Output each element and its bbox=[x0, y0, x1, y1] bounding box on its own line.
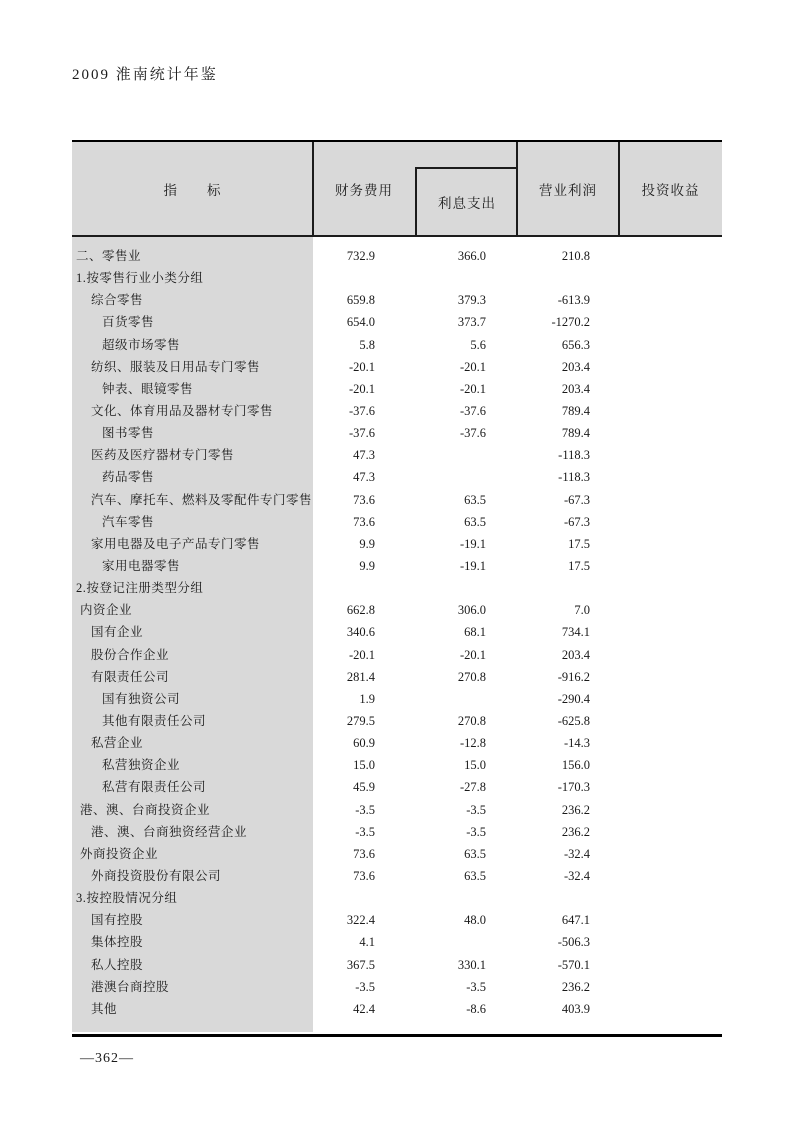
row-label: 有限责任公司 bbox=[91, 669, 170, 684]
row-value-operating-profit: 203.4 bbox=[561, 381, 590, 396]
row-value-financial-expenses: 659.8 bbox=[346, 293, 375, 308]
row-value-financial-expenses: 9.9 bbox=[359, 558, 375, 573]
row-label: 文化、体育用品及器材专门零售 bbox=[91, 403, 274, 418]
column-header-financial-expenses: 财务费用 bbox=[335, 182, 393, 198]
table-row bbox=[72, 267, 722, 289]
row-value-interest-expense: 366.0 bbox=[457, 249, 486, 263]
row-value-financial-expenses: 47.3 bbox=[353, 448, 375, 463]
row-label: 汽车零售 bbox=[102, 514, 155, 529]
row-label: 纺织、服装及日用品专门零售 bbox=[91, 359, 261, 374]
table-row bbox=[72, 865, 722, 887]
row-label: 2.按登记注册类型分组 bbox=[76, 581, 204, 596]
table-row bbox=[72, 311, 722, 333]
table-row bbox=[72, 289, 722, 311]
row-value-interest-expense: 306.0 bbox=[457, 603, 486, 618]
row-value-operating-profit: -118.3 bbox=[558, 470, 590, 485]
row-value-investment-income bbox=[619, 245, 722, 267]
row-label: 医药及医疗器材专门零售 bbox=[91, 448, 235, 463]
row-value-interest-expense: 330.1 bbox=[457, 957, 486, 972]
row-value-investment-income bbox=[619, 311, 722, 333]
row-label: 家用电器及电子产品专门零售 bbox=[91, 536, 261, 551]
row-value-financial-expenses: -37.6 bbox=[348, 426, 375, 441]
row-value-interest-expense: 63.5 bbox=[464, 868, 486, 883]
row-value-investment-income bbox=[619, 599, 722, 621]
table-row bbox=[72, 444, 722, 466]
table-row bbox=[72, 799, 722, 821]
row-value-operating-profit: -32.4 bbox=[563, 868, 590, 883]
row-value-investment-income bbox=[619, 998, 722, 1020]
row-value-financial-expenses: 654.0 bbox=[346, 315, 375, 330]
row-label: 港、澳、台商投资企业 bbox=[80, 802, 211, 817]
row-value-financial-expenses: -3.5 bbox=[355, 802, 375, 817]
row-value-interest-expense: -27.8 bbox=[459, 780, 486, 795]
row-label: 图书零售 bbox=[102, 426, 155, 441]
row-value-operating-profit: 236.2 bbox=[561, 979, 590, 994]
row-value-interest-expense bbox=[415, 267, 517, 289]
row-value-operating-profit: -570.1 bbox=[557, 957, 590, 972]
row-value-investment-income bbox=[619, 710, 722, 732]
row-value-operating-profit: 656.3 bbox=[561, 337, 590, 352]
row-value-operating-profit: 236.2 bbox=[561, 824, 590, 839]
row-value-interest-expense: 270.8 bbox=[457, 669, 486, 684]
row-value-operating-profit: -67.3 bbox=[563, 492, 590, 507]
row-value-investment-income bbox=[619, 976, 722, 998]
row-value-interest-expense: -12.8 bbox=[459, 736, 486, 751]
header-divider-line bbox=[516, 142, 518, 235]
row-value-interest-expense: 270.8 bbox=[457, 713, 486, 728]
row-value-interest-expense bbox=[415, 931, 517, 953]
row-value-investment-income bbox=[619, 732, 722, 754]
table-row bbox=[72, 710, 722, 732]
row-value-financial-expenses: 42.4 bbox=[353, 1001, 375, 1016]
table-row bbox=[72, 533, 722, 555]
column-header-interest-expense-box bbox=[415, 167, 517, 235]
table-body bbox=[72, 237, 722, 1032]
row-label: 国有控股 bbox=[91, 913, 144, 928]
row-value-investment-income bbox=[619, 688, 722, 710]
row-value-financial-expenses: -3.5 bbox=[355, 979, 375, 994]
row-label: 私营独资企业 bbox=[102, 758, 181, 773]
row-value-investment-income bbox=[619, 754, 722, 776]
row-value-operating-profit: 647.1 bbox=[561, 913, 590, 928]
row-value-operating-profit: 156.0 bbox=[561, 758, 590, 773]
row-value-operating-profit: -67.3 bbox=[563, 514, 590, 529]
row-label: 1.按零售行业小类分组 bbox=[76, 271, 204, 286]
row-value-interest-expense bbox=[415, 444, 517, 466]
row-value-financial-expenses: -37.6 bbox=[348, 403, 375, 418]
table-row bbox=[72, 466, 722, 488]
row-value-financial-expenses: 367.5 bbox=[346, 957, 375, 972]
row-value-interest-expense: -37.6 bbox=[459, 426, 486, 441]
row-label: 外商投资企业 bbox=[80, 846, 159, 861]
table-row bbox=[72, 334, 722, 356]
table-row bbox=[72, 245, 722, 267]
row-value-investment-income bbox=[619, 776, 722, 798]
row-value-operating-profit: 203.4 bbox=[561, 647, 590, 662]
row-value-interest-expense: 63.5 bbox=[464, 492, 486, 507]
row-value-interest-expense: 68.1 bbox=[464, 625, 486, 640]
row-value-operating-profit: 203.4 bbox=[561, 359, 590, 374]
table-row bbox=[72, 976, 722, 998]
row-value-investment-income bbox=[619, 533, 722, 555]
statistical-table bbox=[72, 140, 722, 1037]
row-label: 超级市场零售 bbox=[102, 337, 181, 352]
table-row bbox=[72, 356, 722, 378]
row-value-operating-profit: -32.4 bbox=[563, 846, 590, 861]
table-row bbox=[72, 954, 722, 976]
row-value-investment-income bbox=[619, 356, 722, 378]
row-value-interest-expense: 63.5 bbox=[464, 846, 486, 861]
header-divider-line bbox=[618, 142, 620, 235]
column-header-investment-income: 投资收益 bbox=[641, 182, 700, 198]
row-value-investment-income bbox=[619, 799, 722, 821]
row-label: 国有企业 bbox=[91, 625, 144, 640]
row-value-operating-profit: -170.3 bbox=[557, 780, 590, 795]
row-value-operating-profit: 734.1 bbox=[561, 625, 590, 640]
row-value-financial-expenses: 1.9 bbox=[359, 691, 375, 706]
row-value-financial-expenses: 73.6 bbox=[353, 514, 375, 529]
row-value-investment-income bbox=[619, 489, 722, 511]
row-value-financial-expenses: 322.4 bbox=[346, 913, 375, 928]
row-value-investment-income bbox=[619, 666, 722, 688]
row-value-operating-profit: -14.3 bbox=[563, 736, 590, 751]
row-value-operating-profit: -290.4 bbox=[557, 691, 590, 706]
row-value-operating-profit bbox=[517, 887, 619, 909]
row-value-interest-expense: 15.0 bbox=[464, 758, 486, 773]
table-row bbox=[72, 621, 722, 643]
row-value-financial-expenses: -20.1 bbox=[348, 381, 375, 396]
row-value-financial-expenses bbox=[313, 577, 415, 599]
table-row bbox=[72, 644, 722, 666]
row-value-financial-expenses: 5.8 bbox=[359, 337, 375, 352]
row-value-financial-expenses: 281.4 bbox=[346, 669, 375, 684]
row-value-financial-expenses: -20.1 bbox=[348, 359, 375, 374]
row-value-interest-expense: -8.6 bbox=[466, 1001, 486, 1016]
row-label: 药品零售 bbox=[102, 470, 155, 485]
row-value-interest-expense: -19.1 bbox=[459, 536, 486, 551]
row-value-investment-income bbox=[619, 289, 722, 311]
table-row bbox=[72, 688, 722, 710]
row-value-investment-income bbox=[619, 422, 722, 444]
table-row bbox=[72, 489, 722, 511]
row-value-investment-income bbox=[619, 444, 722, 466]
row-value-investment-income bbox=[619, 865, 722, 887]
row-value-operating-profit: -506.3 bbox=[557, 935, 590, 950]
row-value-financial-expenses: -3.5 bbox=[355, 824, 375, 839]
row-value-interest-expense: -20.1 bbox=[459, 359, 486, 374]
row-label: 港、澳、台商独资经营企业 bbox=[91, 824, 248, 839]
row-value-investment-income bbox=[619, 843, 722, 865]
row-label: 集体控股 bbox=[91, 935, 144, 950]
page-header-title: 2009 淮南统计年鉴 bbox=[72, 67, 218, 83]
table-row bbox=[72, 754, 722, 776]
row-value-operating-profit: -916.2 bbox=[557, 669, 590, 684]
table-row bbox=[72, 422, 722, 444]
row-value-financial-expenses bbox=[313, 267, 415, 289]
row-label: 股份合作企业 bbox=[91, 647, 170, 662]
row-value-investment-income bbox=[619, 621, 722, 643]
row-value-investment-income bbox=[619, 577, 722, 599]
row-value-investment-income bbox=[619, 334, 722, 356]
column-header-indicator: 指 标 bbox=[163, 182, 222, 198]
row-label: 百货零售 bbox=[102, 315, 155, 330]
row-label: 汽车、摩托车、燃料及零配件专门零售 bbox=[91, 492, 313, 507]
table-rows bbox=[72, 237, 722, 1020]
table-row bbox=[72, 732, 722, 754]
row-value-financial-expenses bbox=[313, 887, 415, 909]
table-header bbox=[72, 142, 722, 237]
row-value-interest-expense: 63.5 bbox=[464, 514, 486, 529]
table-row bbox=[72, 887, 722, 909]
table-row bbox=[72, 577, 722, 599]
row-value-investment-income bbox=[619, 954, 722, 976]
row-value-interest-expense: -3.5 bbox=[466, 824, 486, 839]
row-label: 外商投资股份有限公司 bbox=[91, 868, 222, 883]
row-value-financial-expenses: 9.9 bbox=[359, 536, 375, 551]
row-value-interest-expense bbox=[415, 466, 517, 488]
row-label: 其他 bbox=[91, 1001, 118, 1016]
table-row bbox=[72, 666, 722, 688]
table-row bbox=[72, 909, 722, 931]
row-label: 私人控股 bbox=[91, 957, 144, 972]
row-value-interest-expense: 379.3 bbox=[457, 293, 486, 308]
row-value-operating-profit: 236.2 bbox=[561, 802, 590, 817]
row-value-interest-expense: 48.0 bbox=[464, 913, 486, 928]
row-label: 综合零售 bbox=[91, 293, 144, 308]
table-row bbox=[72, 511, 722, 533]
row-value-interest-expense bbox=[415, 887, 517, 909]
row-value-investment-income bbox=[619, 555, 722, 577]
table-row bbox=[72, 821, 722, 843]
row-label: 二、零售业 bbox=[76, 249, 142, 263]
row-value-financial-expenses: 73.6 bbox=[353, 868, 375, 883]
row-value-financial-expenses: 662.8 bbox=[346, 603, 375, 618]
row-value-financial-expenses: 340.6 bbox=[346, 625, 375, 640]
table-row bbox=[72, 555, 722, 577]
row-value-financial-expenses: 60.9 bbox=[353, 736, 375, 751]
row-value-operating-profit: 17.5 bbox=[568, 536, 590, 551]
row-label: 内资企业 bbox=[80, 603, 133, 618]
row-label: 私营企业 bbox=[91, 736, 144, 751]
row-value-investment-income bbox=[619, 400, 722, 422]
table-row bbox=[72, 378, 722, 400]
row-value-interest-expense: 373.7 bbox=[457, 315, 486, 330]
row-value-operating-profit: 789.4 bbox=[561, 426, 590, 441]
row-value-operating-profit bbox=[517, 267, 619, 289]
row-value-operating-profit: -613.9 bbox=[557, 293, 590, 308]
row-label: 国有独资公司 bbox=[102, 691, 181, 706]
row-label: 家用电器零售 bbox=[102, 558, 181, 573]
row-value-interest-expense: -3.5 bbox=[466, 802, 486, 817]
row-label: 其他有限责任公司 bbox=[102, 713, 207, 728]
page-number: —362— bbox=[80, 1051, 134, 1066]
row-value-operating-profit bbox=[517, 577, 619, 599]
row-value-financial-expenses: 73.6 bbox=[353, 846, 375, 861]
row-value-interest-expense bbox=[415, 688, 517, 710]
table-row bbox=[72, 843, 722, 865]
column-header-operating-profit: 营业利润 bbox=[539, 182, 597, 198]
row-value-financial-expenses: 279.5 bbox=[346, 713, 375, 728]
row-value-investment-income bbox=[619, 887, 722, 909]
row-value-operating-profit: 7.0 bbox=[574, 603, 590, 618]
row-label: 3.按控股情况分组 bbox=[76, 891, 178, 906]
row-value-financial-expenses: 732.9 bbox=[346, 249, 375, 263]
row-value-operating-profit: 789.4 bbox=[561, 403, 590, 418]
row-value-operating-profit: 403.9 bbox=[561, 1001, 590, 1016]
row-value-interest-expense: -19.1 bbox=[459, 558, 486, 573]
row-value-operating-profit: -1270.2 bbox=[551, 315, 590, 330]
row-value-interest-expense bbox=[415, 577, 517, 599]
row-label: 钟表、眼镜零售 bbox=[102, 381, 194, 396]
row-value-investment-income bbox=[619, 821, 722, 843]
row-value-interest-expense: 5.6 bbox=[470, 337, 486, 352]
row-value-operating-profit: 17.5 bbox=[568, 558, 590, 573]
row-value-financial-expenses: 4.1 bbox=[359, 935, 375, 950]
row-value-investment-income bbox=[619, 909, 722, 931]
row-value-investment-income bbox=[619, 378, 722, 400]
header-divider-line bbox=[312, 142, 314, 235]
row-label: 私营有限责任公司 bbox=[102, 780, 207, 795]
row-value-interest-expense: -3.5 bbox=[466, 979, 486, 994]
row-value-investment-income bbox=[619, 511, 722, 533]
row-value-investment-income bbox=[619, 466, 722, 488]
row-value-interest-expense: -37.6 bbox=[459, 403, 486, 418]
row-value-financial-expenses: -20.1 bbox=[348, 647, 375, 662]
row-label: 港澳台商控股 bbox=[91, 979, 170, 994]
table-row bbox=[72, 776, 722, 798]
row-value-investment-income bbox=[619, 267, 722, 289]
row-value-operating-profit: -625.8 bbox=[557, 713, 590, 728]
table-row bbox=[72, 998, 722, 1020]
table-row bbox=[72, 400, 722, 422]
row-value-financial-expenses: 47.3 bbox=[353, 470, 375, 485]
table-row bbox=[72, 931, 722, 953]
table-row bbox=[72, 599, 722, 621]
row-value-operating-profit: -118.3 bbox=[558, 448, 590, 463]
row-value-operating-profit: 210.8 bbox=[561, 249, 590, 263]
row-value-interest-expense: -20.1 bbox=[459, 647, 486, 662]
row-value-financial-expenses: 73.6 bbox=[353, 492, 375, 507]
row-value-financial-expenses: 45.9 bbox=[353, 780, 375, 795]
row-value-investment-income bbox=[619, 644, 722, 666]
row-value-financial-expenses: 15.0 bbox=[353, 758, 375, 773]
column-header-interest-expense: 利息支出 bbox=[438, 196, 496, 211]
row-value-interest-expense: -20.1 bbox=[459, 381, 486, 396]
row-value-investment-income bbox=[619, 931, 722, 953]
